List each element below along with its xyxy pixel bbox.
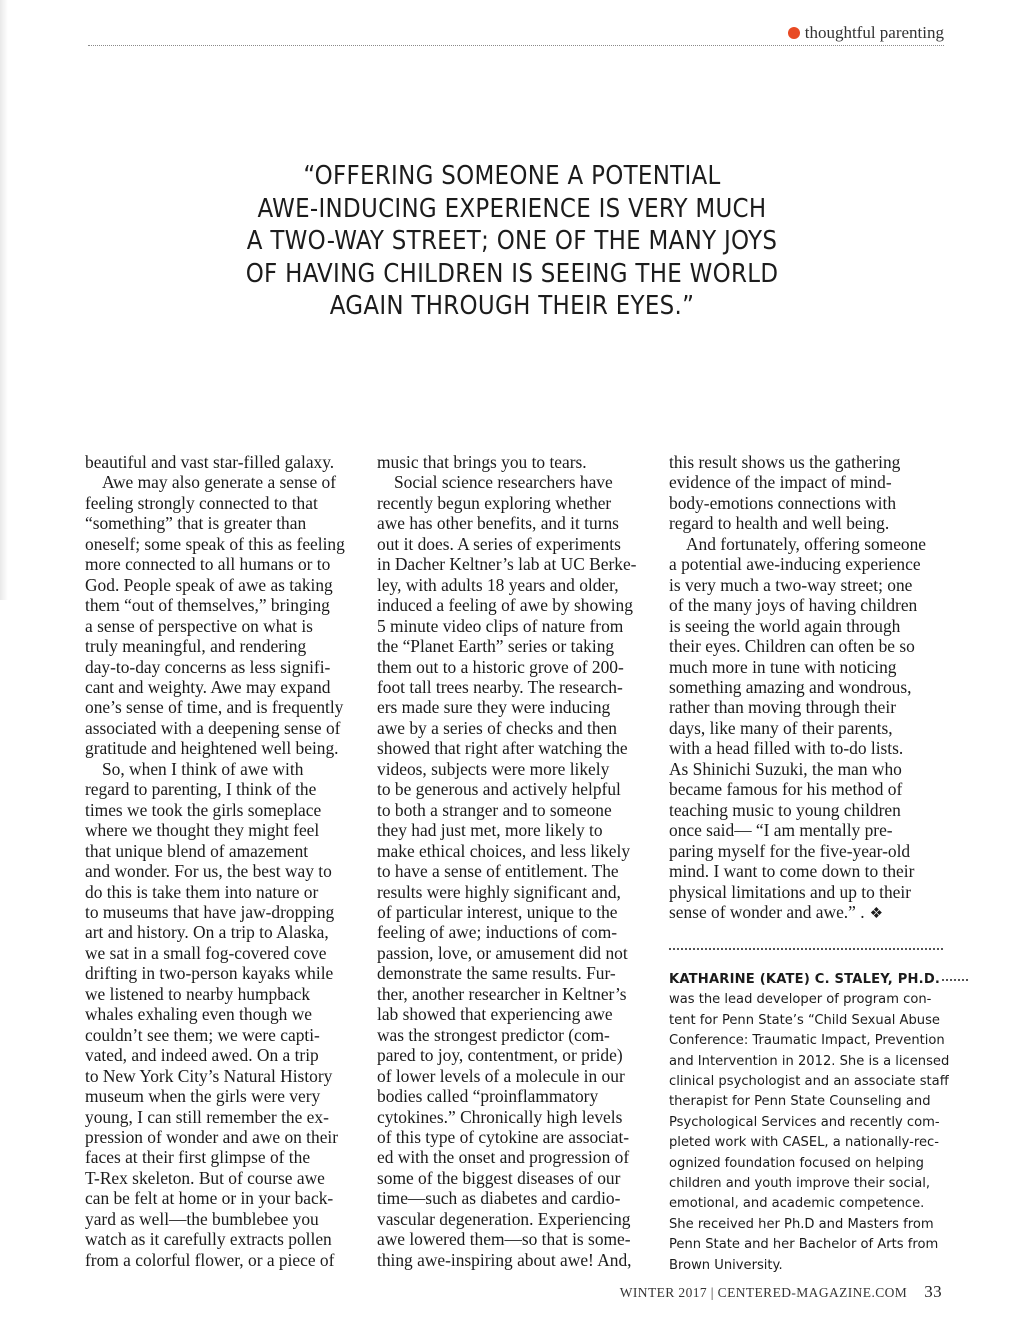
article-text-line: a potential awe-inducing experience bbox=[669, 554, 921, 575]
article-text-line: with a head filled with to-do lists. bbox=[669, 738, 904, 759]
article-text-line: rather than moving through their bbox=[669, 697, 896, 718]
section-dot-icon bbox=[788, 27, 800, 39]
pull-quote-line: A TWO-WAY STREET; ONE OF THE MANY JOYS bbox=[246, 226, 778, 256]
bio-text-line: and Intervention in 2012. She is a licensed bbox=[669, 1053, 950, 1069]
bio-text-line: emotional, and academic competence. bbox=[669, 1196, 925, 1212]
pull-quote-line: “OFFERING SOMEONE A POTENTIAL bbox=[303, 161, 721, 191]
article-text-line: paring myself for the five-year-old bbox=[669, 840, 911, 861]
article-text-line: ed with the onset and progression of bbox=[377, 1147, 630, 1168]
article-text-line: them out to a historic grove of 200- bbox=[377, 656, 624, 677]
article-text-line: day-to-day concerns as less signifi- bbox=[85, 656, 331, 677]
article-text-line: whales exhaling even though we bbox=[85, 1004, 312, 1025]
issue-info: WINTER 2017 | CENTERED-MAGAZINE.COM bbox=[619, 1285, 908, 1300]
article-text-line: times we took the girls someplace bbox=[85, 799, 322, 820]
article-text-line: out it does. A series of experiments bbox=[377, 533, 621, 554]
article-text-line: is very much a two-way street; one bbox=[669, 574, 913, 595]
article-text-line: associated with a deepening sense of bbox=[85, 717, 341, 738]
article-text-line: where we thought they might feel bbox=[85, 820, 320, 841]
article-text-line: cytokines.” Chronically high levels bbox=[377, 1106, 623, 1127]
article-text-line: ther, another researcher in Keltner’s bbox=[377, 983, 627, 1004]
page-number: 33 bbox=[924, 1282, 942, 1301]
article-text-line: to have a sense of entitlement. The bbox=[377, 861, 619, 882]
article-text-line: do this is take them into nature or bbox=[85, 881, 319, 902]
article-text-line: they had just met, more likely to bbox=[377, 820, 603, 841]
article-text-line: watch as it carefully extracts pollen bbox=[85, 1229, 332, 1250]
article-text-line: evidence of the impact of mind- bbox=[669, 472, 892, 493]
article-column-2 bbox=[377, 452, 669, 1270]
bio-text-line: Penn State and her Bachelor of Arts from bbox=[669, 1237, 939, 1253]
article-text-line: thing awe-inspiring about awe! And, bbox=[377, 1249, 632, 1270]
article-text-line: Social science researchers have bbox=[394, 472, 613, 493]
article-text-line: T-Rex skeleton. But of course awe bbox=[85, 1167, 325, 1188]
article-text-line: couldn’t see them; we were capti- bbox=[85, 1024, 320, 1045]
article-text-line: was the strongest predictor (com- bbox=[377, 1024, 610, 1045]
article-text-line: God. People speak of awe as taking bbox=[85, 574, 333, 595]
article-text-line: feeling strongly connected to that bbox=[85, 492, 318, 513]
article-text-line: body-emotions connections with bbox=[669, 492, 897, 513]
bio-text-line: children and youth improve their social, bbox=[669, 1176, 931, 1192]
page-gutter-shadow bbox=[0, 0, 8, 600]
pull-quote-line: AWE-INDUCING EXPERIENCE IS VERY MUCH bbox=[257, 193, 767, 224]
bio-text-line: Conference: Traumatic Impact, Prevention bbox=[669, 1033, 945, 1049]
author-name-line bbox=[669, 970, 949, 990]
article-text-line: passion, love, or amusement did not bbox=[377, 942, 628, 963]
article-text-line: once said— “I am mentally pre- bbox=[669, 820, 893, 841]
article-text-line: lab showed that experiencing awe bbox=[377, 1004, 613, 1025]
article-text-line: is seeing the world again through bbox=[669, 615, 901, 636]
article-text-line: and wonder. For us, the best way to bbox=[85, 861, 332, 882]
article-text-line: days, like many of their parents, bbox=[669, 717, 893, 738]
article-text-line: cant and weighty. Awe may expand bbox=[85, 676, 331, 697]
article-text-line: mind. I want to come down to their bbox=[669, 861, 915, 882]
article-text-line: of this type of cytokine are associat- bbox=[377, 1126, 630, 1147]
article-text-line: demonstrate the same results. Fur- bbox=[377, 963, 616, 984]
pull-quote bbox=[150, 160, 874, 323]
article-text-line: to be generous and actively helpful bbox=[377, 779, 621, 800]
article-text-line: oneself; some speak of this as feeling bbox=[85, 533, 345, 554]
article-text-line: gratitude and heightened well being. bbox=[85, 738, 339, 759]
article-text-line: pression of wonder and awe on their bbox=[85, 1126, 339, 1147]
bio-text-line: therapist for Penn State Counseling and bbox=[669, 1094, 931, 1110]
article-text-line: induced a feeling of awe by showing bbox=[377, 595, 633, 616]
article-text-line: truly meaningful, and rendering bbox=[85, 636, 307, 657]
article-text-line: them “out of themselves,” bringing bbox=[85, 595, 330, 616]
article-text-line: faces at their first glimpse of the bbox=[85, 1147, 311, 1168]
author-name: KATHARINE (KATE) C. STALEY, PH.D. bbox=[669, 972, 941, 987]
article-text-line: feeling of awe; inductions of com- bbox=[377, 922, 618, 943]
article-text-line: one’s sense of time, and is frequently bbox=[85, 697, 344, 718]
article-text-line: recently begun exploring whether bbox=[377, 492, 612, 513]
article-text-line: 5 minute video clips of nature from bbox=[377, 615, 624, 636]
article-text-line: some of the biggest diseases of our bbox=[377, 1167, 621, 1188]
article-text-line: time—such as diabetes and cardio- bbox=[377, 1188, 621, 1209]
article-text-line: music that brings you to tears. bbox=[377, 452, 587, 472]
section-label bbox=[788, 23, 944, 43]
article-text-line: became famous for his method of bbox=[669, 779, 903, 800]
article-text-line: So, when I think of awe with bbox=[102, 758, 304, 779]
article-text-line: Awe may also generate a sense of bbox=[102, 472, 337, 493]
article-text-line: can be felt at home or in your back- bbox=[85, 1188, 334, 1209]
bio-text-line: was the lead developer of program con- bbox=[669, 992, 932, 1008]
article-text-line: ley, with adults 18 years and older, bbox=[377, 574, 619, 595]
article-text-line: awe has other benefits, and it turns bbox=[377, 513, 619, 534]
article-text-line: art and history. On a trip to Alaska, bbox=[85, 922, 329, 943]
bio-text-line: tent for Penn State’s “Child Sexual Abuse bbox=[669, 1012, 940, 1028]
article-text-line: And fortunately, offering someone bbox=[686, 533, 927, 554]
article-text-line: videos, subjects were more likely bbox=[377, 758, 610, 779]
article-text-line: we listened to nearby humpback bbox=[85, 983, 311, 1004]
article-text-line: of the many joys of having children bbox=[669, 595, 918, 616]
article-text-line: showed that right after watching the bbox=[377, 738, 628, 759]
article-column-3 bbox=[669, 452, 961, 924]
article-text-line: ers made sure they were inducing bbox=[377, 697, 611, 718]
article-text-line: drifting in two-person kayaks while bbox=[85, 963, 334, 984]
article-text-line: yard as well—the bumblebee you bbox=[85, 1208, 319, 1229]
article-text-line: young, I can still remember the ex- bbox=[85, 1106, 329, 1127]
article-text-line: much more in tune with noticing bbox=[669, 656, 897, 677]
section-label-text: thoughtful parenting bbox=[804, 23, 944, 42]
article-text-line: “something” that is greater than bbox=[85, 513, 307, 534]
author-bio bbox=[669, 970, 949, 1276]
bio-divider bbox=[669, 948, 943, 950]
header-divider bbox=[88, 45, 944, 46]
article-text-line: regard to parenting, I think of the bbox=[85, 779, 317, 800]
end-of-article-icon: ❖ bbox=[869, 905, 884, 922]
article-text-line: beautiful and vast star-filled galaxy. bbox=[85, 452, 335, 472]
article-text-line: to museums that have jaw-dropping bbox=[85, 901, 335, 922]
article-text-line: to New York City’s Natural History bbox=[85, 1065, 333, 1086]
bio-text-line: clinical psychologist and an associate staff bbox=[669, 1074, 949, 1090]
pull-quote-line: AGAIN THROUGH THEIR EYES.” bbox=[329, 291, 695, 321]
bio-text-line: Brown University. bbox=[669, 1257, 783, 1273]
article-text-line: vated, and indeed awed. On a trip bbox=[85, 1045, 319, 1066]
article-text-line: pared to joy, contentment, or pride) bbox=[377, 1045, 623, 1066]
article-text-line: awe by a series of checks and then bbox=[377, 717, 617, 738]
article-text-line: sense of wonder and awe.” . bbox=[669, 901, 865, 922]
author-bio-text bbox=[669, 990, 949, 1276]
article-text-line: museum when the girls were very bbox=[85, 1086, 321, 1107]
article-text-line: in Dacher Keltner’s lab at UC Berke- bbox=[377, 554, 637, 575]
article-text-line: this result shows us the gathering bbox=[669, 452, 901, 472]
article-text-line: their eyes. Children can often be so bbox=[669, 636, 915, 657]
article-text-line: physical limitations and up to their bbox=[669, 881, 911, 902]
article-text-line: more connected to all humans or to bbox=[85, 554, 331, 575]
article-text-line: bodies called “proinflammatory bbox=[377, 1086, 599, 1107]
article-text-line: from a colorful flower, or a piece of bbox=[85, 1249, 335, 1270]
article-text-line: regard to health and well being. bbox=[669, 513, 890, 534]
article-text-line: awe lowered them—so that is some- bbox=[377, 1229, 631, 1250]
article-text-line: As Shinichi Suzuki, the man who bbox=[669, 758, 902, 779]
name-dotted-rule bbox=[942, 979, 968, 981]
article-text-line: a sense of perspective on what is bbox=[85, 615, 313, 636]
article-text-line: something amazing and wondrous, bbox=[669, 676, 912, 697]
bio-text-line: ognized foundation focused on helping bbox=[669, 1155, 924, 1171]
article-text-line: make ethical choices, and less likely bbox=[377, 840, 631, 861]
article-text-line: the “Planet Earth” series or taking bbox=[377, 636, 615, 657]
article-text-line: results were highly significant and, bbox=[377, 881, 621, 902]
bio-text-line: pleted work with CASEL, a nationally-rec- bbox=[669, 1135, 939, 1151]
article-text-line: of particular interest, unique to the bbox=[377, 901, 618, 922]
article-text-line: of lower levels of a molecule in our bbox=[377, 1065, 625, 1086]
article-text-line: foot tall trees nearby. The research- bbox=[377, 676, 623, 697]
article-column-1 bbox=[85, 452, 377, 1270]
article-text-line: vascular degeneration. Experiencing bbox=[377, 1208, 631, 1229]
bio-text-line: She received her Ph.D and Masters from bbox=[669, 1216, 934, 1232]
page-footer bbox=[620, 1282, 942, 1302]
article-text-line: that unique blend of amazement bbox=[85, 840, 309, 861]
article-text-line: teaching music to young children bbox=[669, 799, 901, 820]
bio-text-line: Psychological Services and recently com- bbox=[669, 1114, 940, 1130]
article-text-line: we sat in a small fog-covered cove bbox=[85, 942, 327, 963]
article-text-line: to both a stranger and to someone bbox=[377, 799, 612, 820]
pull-quote-line: OF HAVING CHILDREN IS SEEING THE WORLD bbox=[245, 258, 779, 289]
